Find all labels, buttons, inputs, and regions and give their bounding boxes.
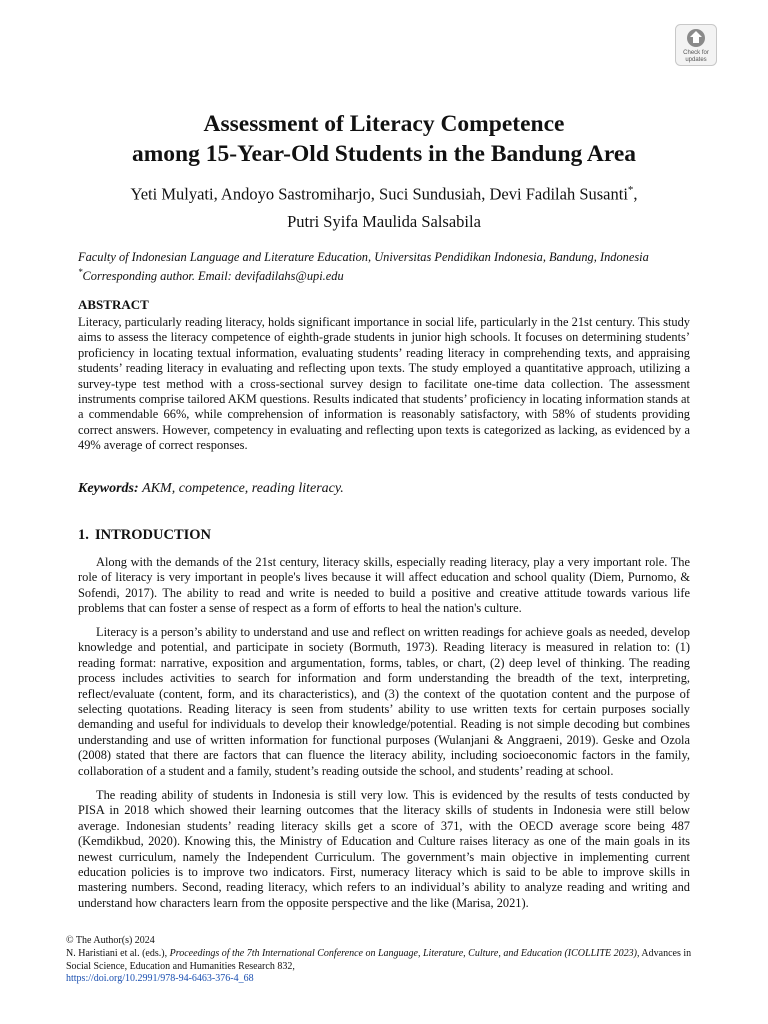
abstract-text: Literacy, particularly reading literacy, holds significant importance in social life, particularly in the 21st century. This study aims to assess the literacy competence of eighth-grade students in junior high schools. It focuses on determining students’ proficiency in locating textual information, evaluating students’ reading literacy in comprehending texts, and appraising students’ reading literacy in evaluating and reflecting upon texts. The study employed a quantitative approach, utilizing a survey-type test method with a cross-sectional survey design to facilitate one-time data collection. The assessment instruments comprise tailored AKM questions. Results indicated that students’ proficiency in locating information stands at a commendable 66%, while comprehension of information is reasonably satisfactory, with 58% of students providing correct answers. However, competency in evaluating and reflecting upon texts is categorized as lacking, as evidenced by a 49% average of correct responses. <box>78 315 690 453</box>
keywords-label: Keywords: <box>78 481 139 496</box>
section-number: 1. <box>78 527 89 543</box>
footer-doi <box>66 973 706 986</box>
intro-paragraph-1: Along with the demands of the 21st century, literacy skills, especially reading literacy, play a very important role. The role of literacy is very important in people's lives because it will affect education and school quality (Diem, Purnomo, & Sofendi, 2017). The ability to read and write is needed to build a positive and creative attitude towards various life problems that can foster a sense of respect as a form of efforts to heal the nation's culture. <box>78 555 690 616</box>
check-for-updates-badge[interactable] <box>675 24 717 66</box>
footer-copyright: © The Author(s) 2024 <box>66 935 155 946</box>
section-title: INTRODUCTION <box>95 527 212 543</box>
author-separator: , <box>633 184 638 204</box>
doi-link[interactable]: https://doi.org/10.2991/978-94-6463-376-4_68 <box>66 973 254 984</box>
corresponding-email: Corresponding author. Email: devifadilahs@upi.edu <box>82 269 344 284</box>
paper-title-line1: Assessment of Literacy Competence <box>203 111 565 137</box>
keywords <box>78 480 344 498</box>
footer-citation <box>66 948 706 973</box>
intro-paragraph-2: Literacy is a person’s ability to understand and use and reflect on written readings for achieve goals as needed, develop knowledge and potential, and participate in society (Bormuth, 1973). Reading literacy is measured in relation to: (1) reading format: narrative, exposition and argumentation, forms, tables, or chart, (2) deep level of thinking. The reading process includes activities to search for information and form understanding the breadth of the text, interpreting, reflect/evaluate (content, form, and its characteristics), and (3) the context of the quotation content and the purpose of selecting quotations. Reading literacy is seen from students’ ability to use written texts for certain purposes socially demanding and useful for individuals to develop their knowledge/potential. Reading is not simple decoding but combines understanding and use of written information for functional purposes (Wulanjani & Anggraeni, 2019). Geske and Ozola (2008) stated that there are factors that can fluence the literacy ability, including socioeconomic factors in the family, collaboration of a student and a family, student’s reading outside the school, and students’ reading at school. <box>78 625 690 778</box>
corresponding-author <box>78 265 698 284</box>
badge-line1: Check for <box>683 50 709 56</box>
author-list-line1 <box>0 180 768 205</box>
author-list-line2: Putri Syifa Maulida Salsabila <box>287 212 481 231</box>
check-for-updates-icon <box>675 24 717 66</box>
badge-line2: updates <box>685 57 707 63</box>
corresponding-mark: * <box>627 184 634 196</box>
intro-paragraph-3: The reading ability of students in Indonesia is still very low. This is evidenced by the results of tests conducted by PISA in 2018 which showed their learning outcomes that the literacy skills of students in Indonesia were still below average. Indonesian students’ reading literacy skills get a score of 371, with the OECD average score being 487 (Kemdikbud, 2020). Knowing this, the Ministry of Education and Culture raises literacy as one of the main goals in its newest curriculum, namely the Independent Curriculum. The government’s main objective in implementing current education policies is to improve two indicators. First, numeracy literacy which is said to be able to improve skills in mastering numbers. Second, reading literacy, which refers to an individual’s ability to analyze reading and writing and understand how characters learn from the opposite perspective and the like (Marisa, 2021). <box>78 788 690 910</box>
corresponding-author-mark: * <box>78 267 83 277</box>
citation-proceedings: Proceedings of the 7th International Conference on Language, Literature, Culture, and Education (ICOLLITE 2023) <box>169 948 637 959</box>
keywords-values: AKM, competence, reading literacy. <box>142 481 344 496</box>
section-heading <box>78 526 211 544</box>
citation-prefix: N. Haristiani et al. (eds.), <box>66 948 168 959</box>
affiliation: Faculty of Indonesian Language and Literature Education, Universitas Pendidikan Indonesia, Bandung, Indonesia <box>78 250 649 264</box>
citation-suffix: , Advances in Social Science, Education and Humanities Research 832, <box>66 948 692 972</box>
paper-title-line2: among 15-Year-Old Students in the Bandung Area <box>131 141 637 167</box>
abstract-heading: ABSTRACT <box>78 297 149 312</box>
author-names: Yeti Mulyati, Andoyo Sastromiharjo, Suci Sundusiah, Devi Fadilah Susanti <box>130 184 628 204</box>
